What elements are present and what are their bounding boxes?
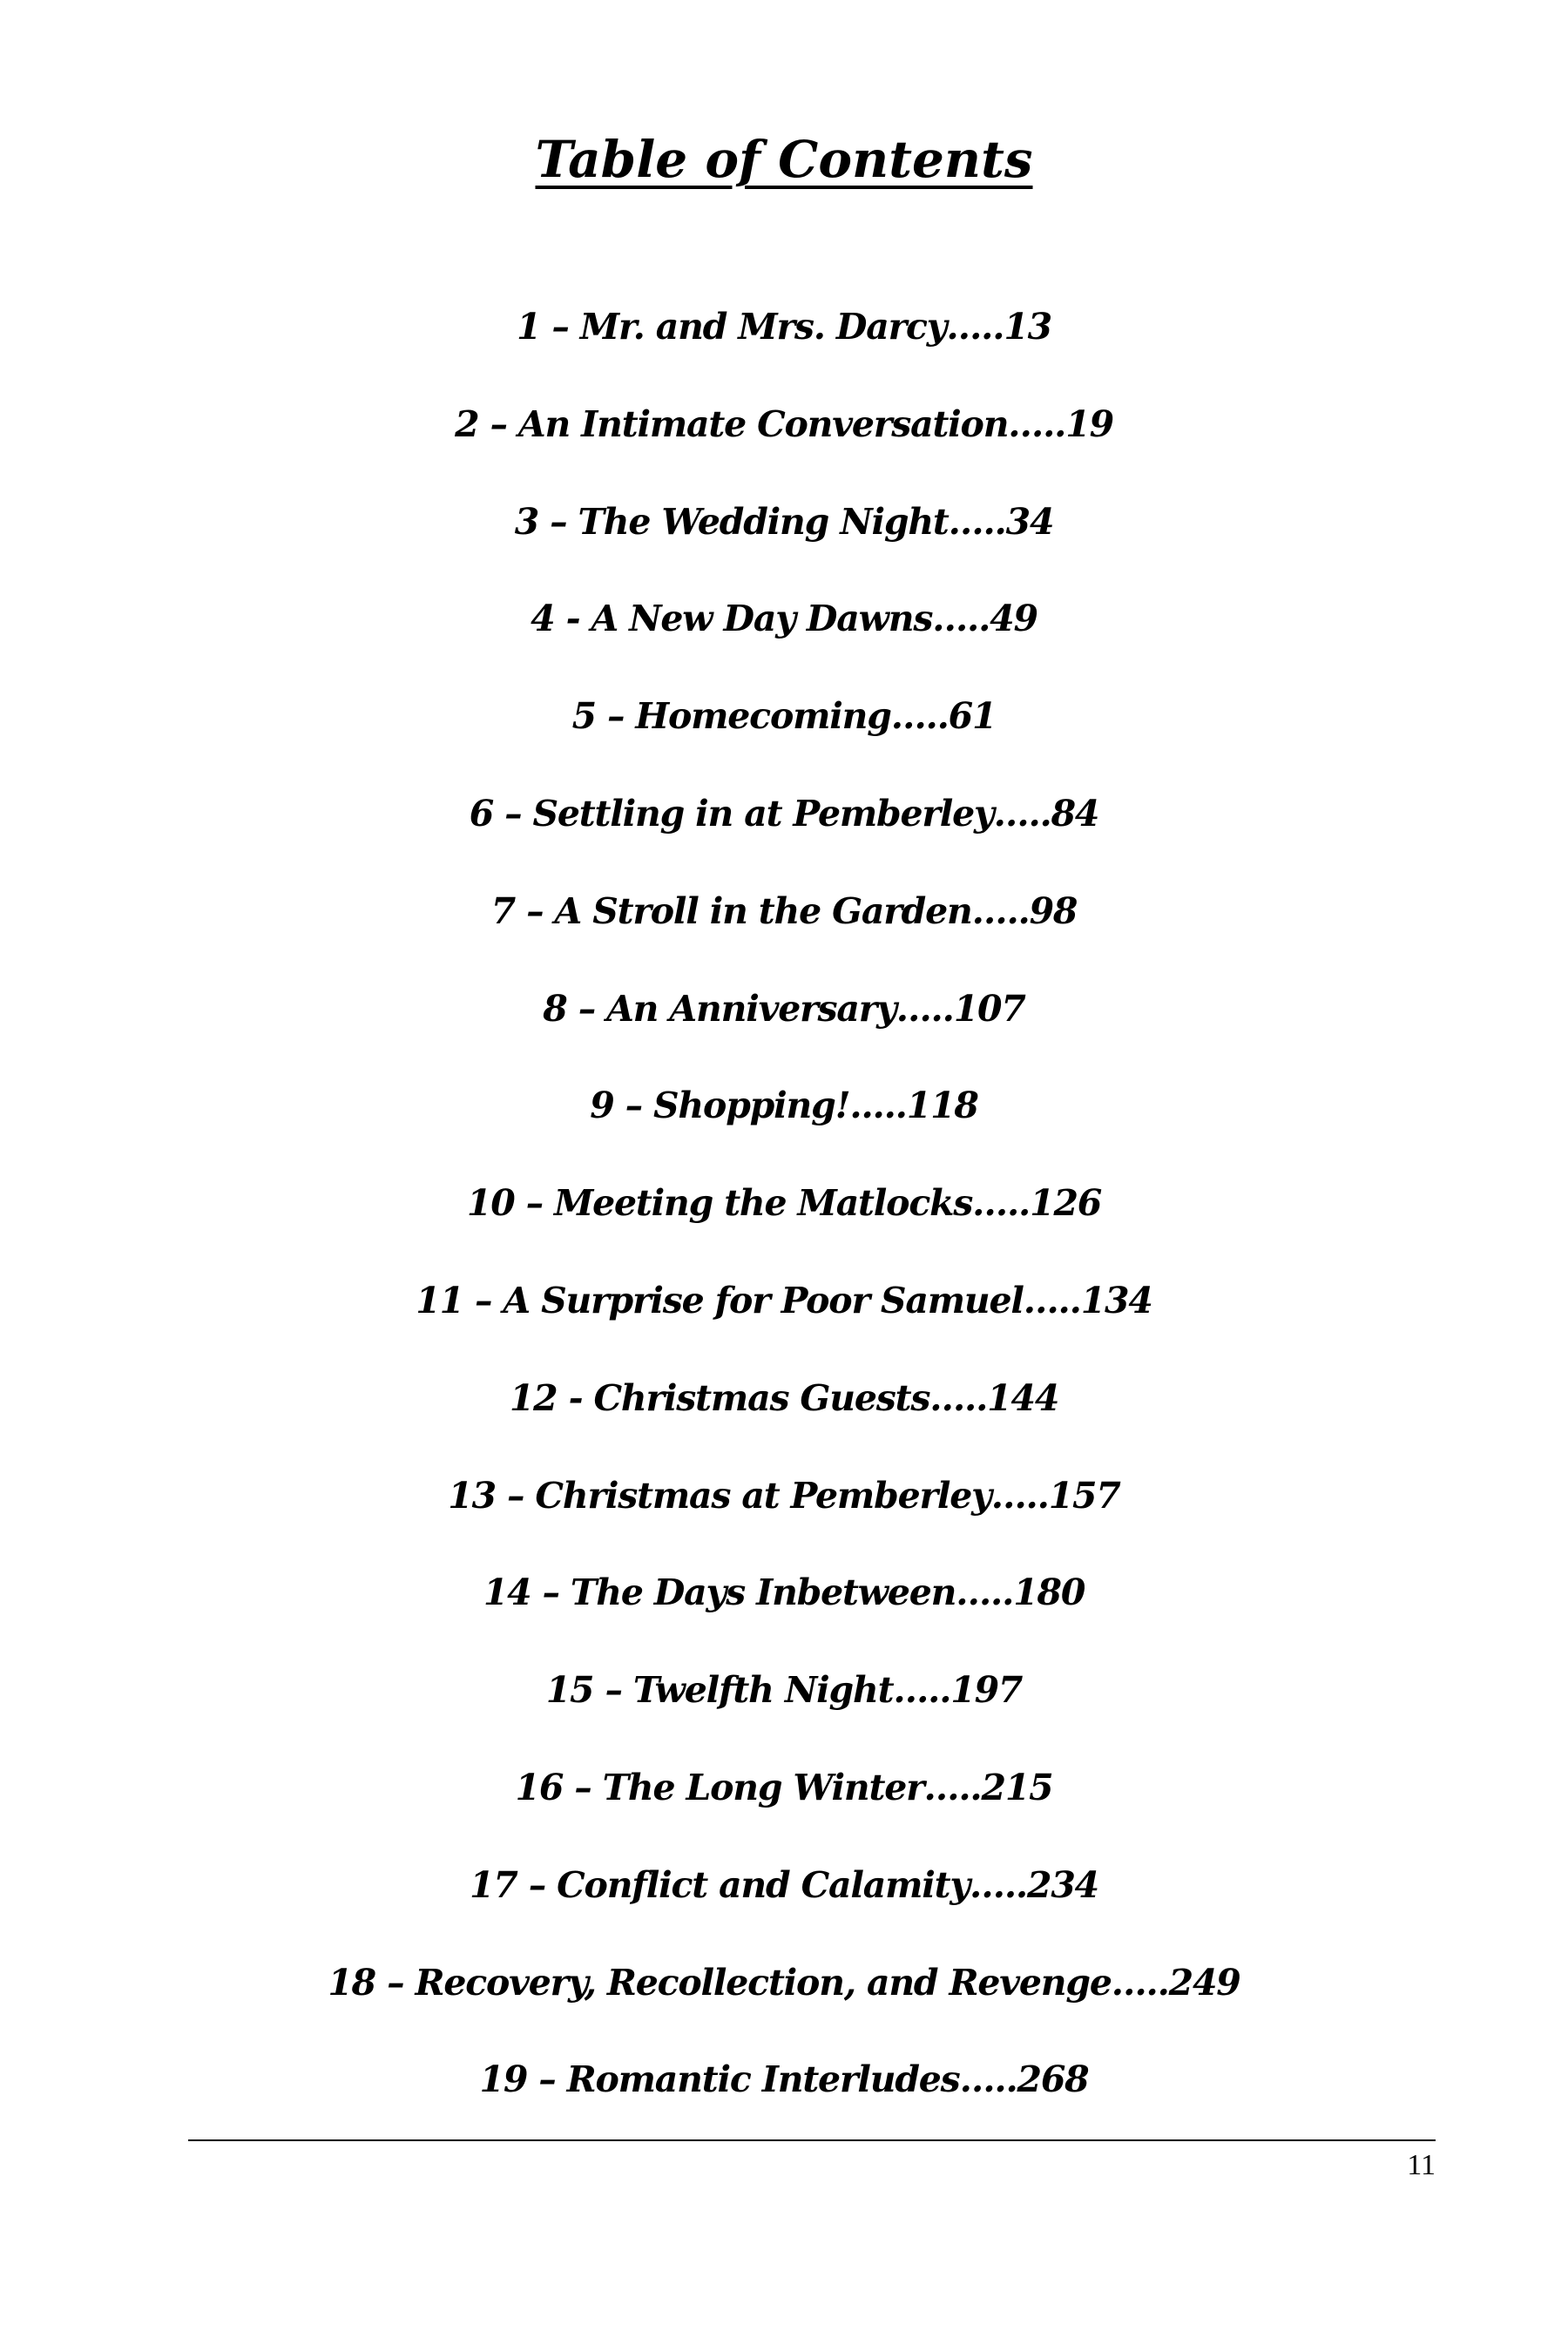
toc-entry-7: 7 – A Stroll in the Garden…..98 [490, 889, 1078, 932]
toc-entry-3: 3 – The Wedding Night…..34 [514, 500, 1054, 543]
toc-entry-6: 6 – Settling in at Pemberley…..84 [469, 792, 1099, 835]
toc-entry-4: 4 - A New Day Dawns…..49 [531, 598, 1037, 640]
toc-entry-8: 8 – An Anniversary…..107 [543, 987, 1025, 1030]
toc-entry-9: 9 – Shopping!.....118 [590, 1085, 978, 1127]
toc-entry-10: 10 – Meeting the Matlocks…..126 [466, 1182, 1102, 1225]
toc-entry-15: 15 – Twelfth Night…..197 [545, 1669, 1023, 1712]
toc-entry-17: 17 – Conflict and Calamity…..234 [470, 1863, 1098, 1906]
toc-entry-2: 2 – An Intimate Conversation…..19 [455, 402, 1113, 445]
toc-entry-11: 11 – A Surprise for Poor Samuel…..134 [416, 1279, 1152, 1321]
toc-title: Table of Contents [535, 130, 1033, 189]
toc-entry-19: 19 – Romantic Interludes…..268 [479, 2058, 1089, 2101]
toc-entry-13: 13 – Christmas at Pemberley…..157 [448, 1474, 1120, 1517]
toc-list [0, 287, 1568, 2138]
toc-entry-14: 14 – The Days Inbetween…..180 [483, 1571, 1085, 1614]
toc-entry-5: 5 – Homecoming…..61 [571, 695, 997, 738]
footer-divider [188, 2139, 1436, 2141]
toc-entry-18: 18 – Recovery, Recollection, and Revenge…..249 [328, 1961, 1240, 2004]
toc-entry-12: 12 - Christmas Guests…..144 [509, 1376, 1059, 1419]
page-number: 11 [1407, 2149, 1436, 2181]
toc-entry-16: 16 – The Long Winter…..215 [515, 1766, 1053, 1808]
toc-entry-1: 1 – Mr. and Mrs. Darcy…..13 [517, 306, 1051, 348]
